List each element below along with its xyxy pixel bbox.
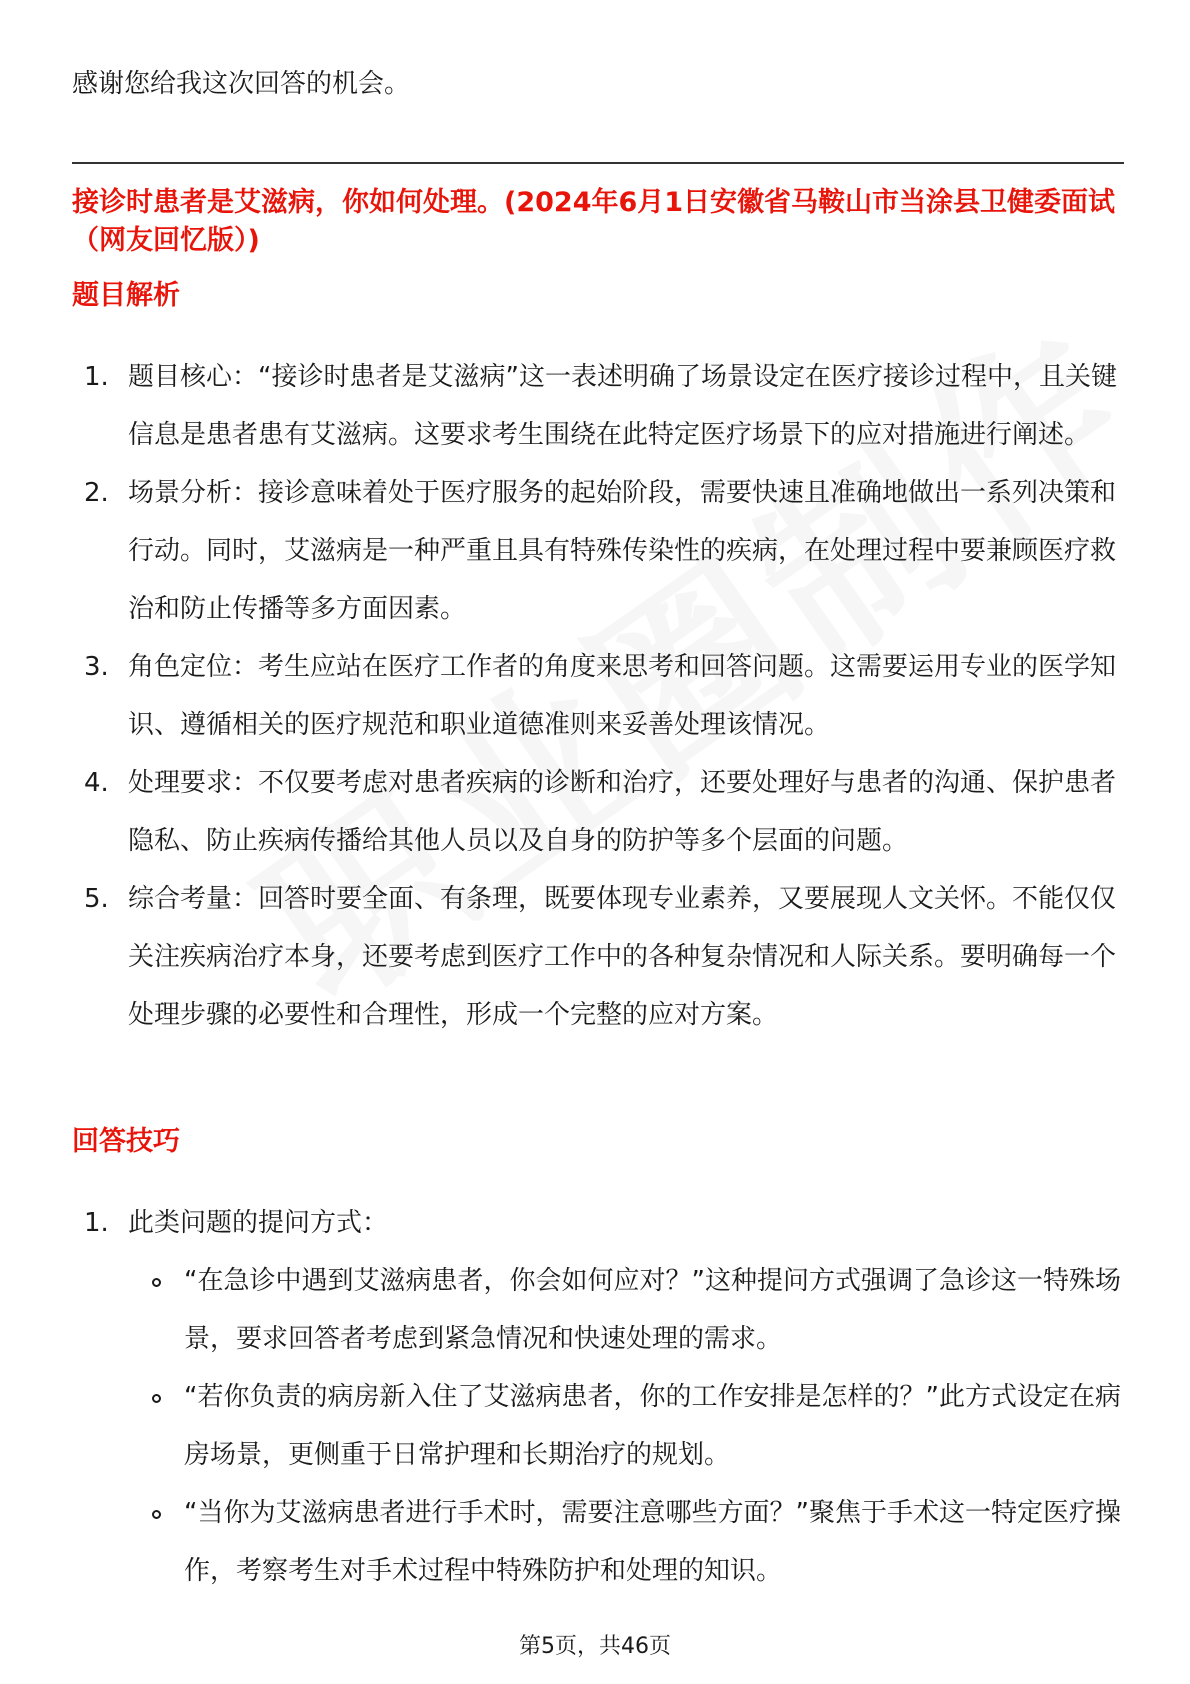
intro-text: 感谢您给我这次回答的机会。 [72, 69, 411, 99]
sub-list-item [128, 1484, 1124, 1600]
item-number: 1. [84, 1208, 109, 1238]
item-text: 角色定位：考生应站在医疗工作者的角度来思考和回答问题。这需要运用专业的医学知识、遵循相关的医疗规范和职业道德准则来妥善处理该情况。 [128, 652, 1117, 740]
sub-item-text: “若你负责的病房新入住了艾滋病患者，你的工作安排是怎样的？”此方式设定在病房场景，更侧重于日常护理和长期治疗的规划。 [184, 1382, 1121, 1470]
sub-item-text: “当你为艾滋病患者进行手术时，需要注意哪些方面？”聚焦于手术这一特定医疗操作，考察考生对手术过程中特殊防护和处理的知识。 [184, 1498, 1121, 1586]
question-examples-list [128, 1252, 1124, 1600]
item-text: 综合考量：回答时要全面、有条理，既要体现专业素养，又要展现人文关怀。不能仅仅关注疾病治疗本身，还要考虑到医疗工作中的各种复杂情况和人际关系。要明确每一个处理步骤的必要性和合理性，形成一个完整的应对方案。 [128, 884, 1117, 1030]
page-number: 第5页，共46页 [519, 1634, 671, 1659]
analysis-item [72, 464, 1124, 638]
item-number: 4. [84, 768, 109, 798]
item-number: 3. [84, 652, 109, 682]
divider [72, 162, 1124, 164]
tips-list [72, 1194, 1124, 1600]
sub-list-item [128, 1252, 1124, 1368]
analysis-item [72, 870, 1124, 1044]
analysis-item [72, 638, 1124, 754]
item-text: 题目核心：“接诊时患者是艾滋病”这一表述明确了场景设定在医疗接诊过程中，且关键信息是患者患有艾滋病。这要求考生围绕在此特定医疗场景下的应对措施进行阐述。 [128, 362, 1117, 450]
sub-item-text: “在急诊中遇到艾滋病患者，你会如何应对？”这种提问方式强调了急诊这一特殊场景，要求回答者考虑到紧急情况和快速处理的需求。 [184, 1266, 1121, 1354]
tips-item [72, 1194, 1124, 1600]
item-text: 处理要求：不仅要考虑对患者疾病的诊断和治疗，还要处理好与患者的沟通、保护患者隐私、防止疾病传播给其他人员以及自身的防护等多个层面的问题。 [128, 768, 1117, 856]
item-text: 场景分析：接诊意味着处于医疗服务的起始阶段，需要快速且准确地做出一系列决策和行动。同时，艾滋病是一种严重且具有特殊传染性的疾病，在处理过程中要兼顾医疗救治和防止传播等多方面因素。 [128, 478, 1117, 624]
question-title: 接诊时患者是艾滋病，你如何处理。(2024年6月1日安徽省马鞍山市当涂县卫健委面试（网友回忆版）) [72, 187, 1116, 256]
analysis-heading: 题目解析 [72, 280, 180, 311]
item-number: 2. [84, 478, 109, 508]
circle-bullet-icon [152, 1278, 161, 1287]
sub-list-item [128, 1368, 1124, 1484]
tips-heading: 回答技巧 [72, 1126, 180, 1157]
analysis-item [72, 754, 1124, 870]
item-number: 5. [84, 884, 109, 914]
analysis-item [72, 348, 1124, 464]
item-text: 此类问题的提问方式： [128, 1208, 389, 1238]
circle-bullet-icon [152, 1510, 161, 1519]
item-number: 1. [84, 362, 109, 392]
circle-bullet-icon [152, 1394, 161, 1403]
analysis-list [72, 348, 1124, 1044]
